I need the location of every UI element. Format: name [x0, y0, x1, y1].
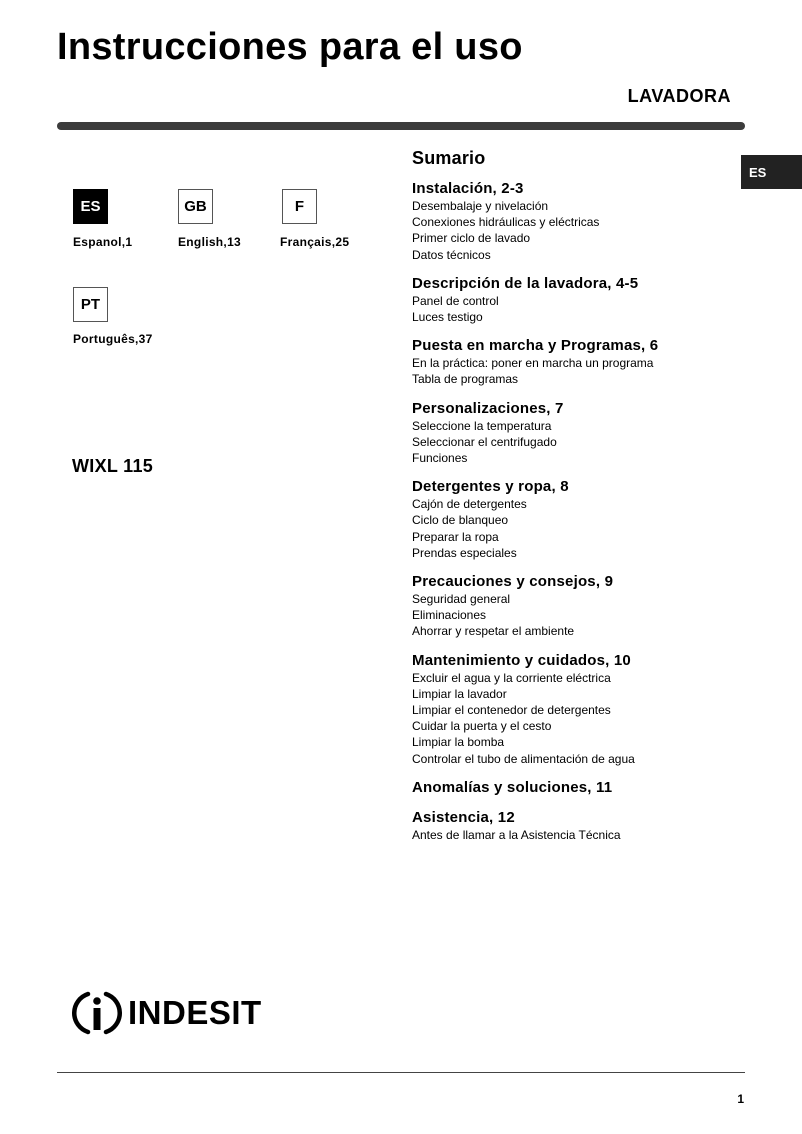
toc-item[interactable]: Seleccionar el centrifugado	[412, 434, 557, 449]
toc-sections	[412, 179, 732, 843]
page-number: 1	[737, 1092, 744, 1106]
toc-section-title[interactable]: Precauciones y consejos, 9	[412, 573, 614, 591]
toc-item[interactable]: Luces testigo	[412, 310, 483, 325]
toc-item[interactable]: Tabla de programas	[412, 372, 519, 387]
toc-heading: Sumario	[412, 148, 486, 168]
toc-item[interactable]: Prendas especiales	[412, 545, 517, 560]
toc-section-title[interactable]: Detergentes y ropa, 8	[412, 478, 569, 496]
toc-item[interactable]: Limpiar la bomba	[412, 735, 505, 750]
language-box-f[interactable]: F	[282, 189, 317, 224]
language-label-es[interactable]: Espanol,1	[73, 235, 133, 249]
language-box-gb[interactable]: GB	[178, 189, 213, 224]
toc-section	[412, 274, 732, 325]
toc-item[interactable]: Funciones	[412, 451, 468, 466]
toc-section	[412, 651, 732, 767]
toc-item[interactable]: Cajón de detergentes	[412, 497, 527, 512]
indesit-logo-icon	[72, 988, 122, 1038]
toc-section	[412, 477, 732, 561]
language-box-es[interactable]: ES	[73, 189, 108, 224]
toc-item[interactable]: Eliminaciones	[412, 608, 487, 623]
toc-item[interactable]: Limpiar el contenedor de detergentes	[412, 703, 611, 718]
toc-section	[412, 399, 732, 467]
language-label-f[interactable]: Français,25	[280, 235, 350, 249]
model-number: WIXL 115	[72, 456, 154, 476]
toc-item[interactable]: Cuidar la puerta y el cesto	[412, 719, 552, 734]
toc-item[interactable]: Seleccione la temperatura	[412, 418, 552, 433]
toc-section-title[interactable]: Personalizaciones, 7	[412, 399, 564, 417]
toc-section-title[interactable]: Puesta en marcha y Programas, 6	[412, 337, 659, 355]
toc-item[interactable]: Ciclo de blanqueo	[412, 513, 509, 528]
language-label-gb[interactable]: English,13	[178, 235, 242, 249]
language-side-tab: ES	[741, 155, 802, 189]
brand-logo	[72, 988, 262, 1038]
toc-section	[412, 179, 732, 263]
toc-item[interactable]: En la práctica: poner en marcha un programa	[412, 356, 654, 371]
toc-item[interactable]: Conexiones hidráulicas y eléctricas	[412, 215, 600, 230]
toc-section	[412, 336, 732, 387]
toc-section	[412, 778, 732, 797]
header-divider	[57, 122, 745, 130]
toc-section-title[interactable]: Asistencia, 12	[412, 808, 515, 826]
toc-item[interactable]: Panel de control	[412, 293, 499, 308]
toc-item[interactable]: Controlar el tubo de alimentación de agua	[412, 751, 635, 766]
toc-section-title[interactable]: Descripción de la lavadora, 4-5	[412, 274, 639, 292]
toc-item[interactable]: Datos técnicos	[412, 247, 491, 262]
toc-item[interactable]: Excluir el agua y la corriente eléctrica	[412, 670, 611, 685]
toc-item[interactable]: Primer ciclo de lavado	[412, 231, 531, 246]
footer-divider	[57, 1072, 745, 1073]
document-subtitle: LAVADORA	[627, 86, 731, 106]
toc-item[interactable]: Seguridad general	[412, 592, 511, 607]
document-title: Instrucciones para el uso	[57, 26, 523, 68]
toc-section	[412, 572, 732, 640]
table-of-contents	[412, 148, 732, 854]
toc-item[interactable]: Desembalaje y nivelación	[412, 199, 549, 213]
language-box-pt[interactable]: PT	[73, 287, 108, 322]
toc-section-title[interactable]: Instalación, 2-3	[412, 180, 524, 197]
toc-item[interactable]: Preparar la ropa	[412, 529, 499, 544]
language-label-pt[interactable]: Português,37	[73, 332, 153, 346]
toc-item[interactable]: Ahorrar y respetar el ambiente	[412, 624, 575, 639]
toc-section	[412, 808, 732, 843]
brand-name: INDESIT	[128, 994, 262, 1031]
toc-section-title[interactable]: Anomalías y soluciones, 11	[412, 778, 613, 796]
toc-item[interactable]: Limpiar la lavador	[412, 686, 507, 701]
toc-item[interactable]: Antes de llamar a la Asistencia Técnica	[412, 827, 621, 842]
toc-section-title[interactable]: Mantenimiento y cuidados, 10	[412, 651, 631, 669]
